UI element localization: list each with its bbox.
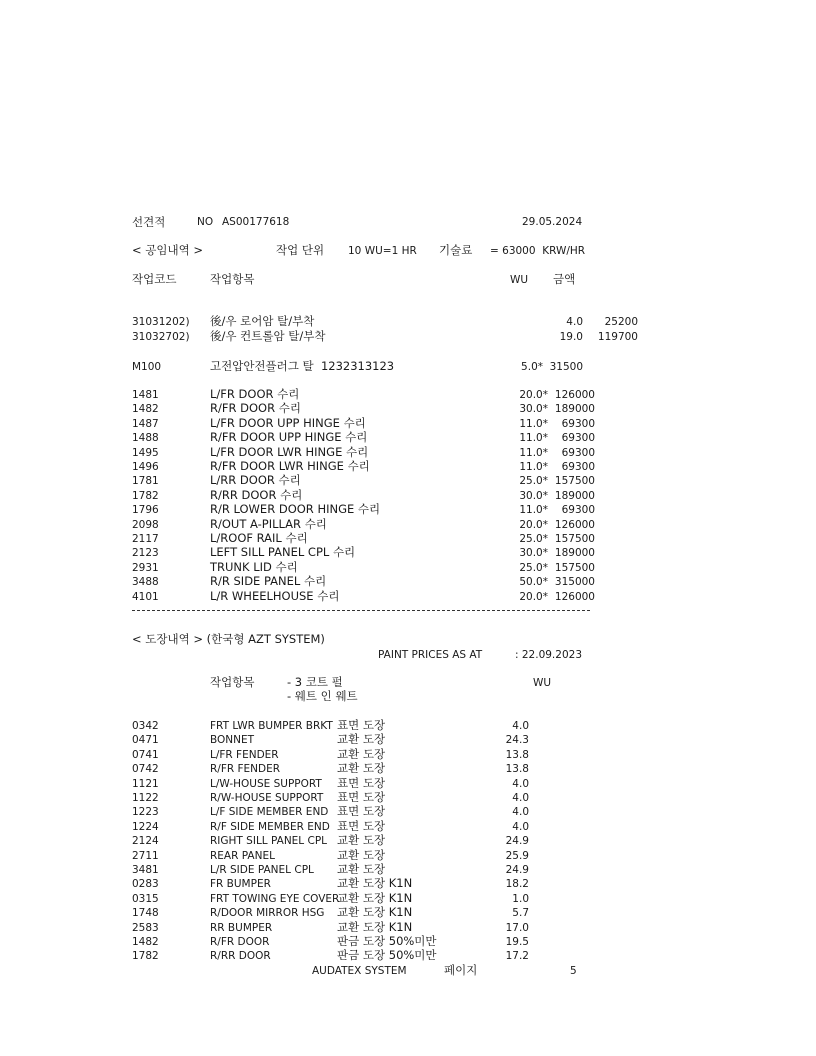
paint-code: 2583: [132, 921, 159, 934]
work-unit-value: 10 WU=1 HR: [348, 245, 417, 257]
estimate-label: 선견적: [132, 215, 166, 229]
labor-wu: 25.0*: [519, 475, 548, 488]
labor-amount: 126000: [554, 518, 595, 531]
paint-prices-date: : 22.09.2023: [515, 649, 582, 661]
labor-desc: R/OUT A-PILLAR 수리: [210, 516, 327, 531]
labor-wu: 20.0*: [519, 590, 548, 603]
paint-part: L/F SIDE MEMBER END: [210, 806, 329, 819]
labor-wu: 11.0*: [519, 417, 548, 430]
paint-work: 교환 도장: [337, 761, 386, 776]
column-header-item: 작업항목: [210, 272, 255, 286]
labor-desc: R/R LOWER DOOR HINGE 수리: [210, 502, 381, 517]
paint-work: 교환 도장 K1N: [337, 890, 413, 905]
paint-code: 0315: [132, 892, 159, 905]
doc-no-label: NO: [197, 216, 214, 228]
paint-work: 교환 도장: [337, 862, 386, 876]
paint-code: 1482: [132, 936, 159, 948]
column-header-code: 작업코드: [132, 272, 177, 286]
labor-desc: L/FR DOOR LWR HINGE 수리: [210, 444, 369, 459]
paint-wu: 17.2: [505, 950, 529, 963]
labor-desc: L/RR DOOR 수리: [210, 473, 301, 488]
paint-work: 교환 도장: [337, 746, 386, 761]
labor-amount: 25200: [604, 316, 638, 328]
paint-section-title: < 도장내역 > (한국형 AZT SYSTEM): [132, 632, 325, 646]
labor-code: 2931: [132, 561, 159, 574]
labor-amount: 157500: [554, 533, 595, 545]
labor-wu: 20.0*: [519, 518, 548, 531]
paint-work: 표면 도장: [337, 818, 386, 833]
doc-number: AS00177618: [222, 216, 290, 228]
paint-code: 1121: [132, 777, 159, 790]
paint-work: 교환 도장 K1N: [337, 905, 413, 920]
doc-date: 29.05.2024: [522, 216, 583, 228]
paint-wu: 4.0: [512, 720, 529, 732]
column-header-wu: WU: [510, 274, 529, 286]
labor-rate-value: = 63000 KRW/HR: [490, 245, 586, 257]
paint-code: 1224: [132, 820, 159, 833]
paint-work: 표면 도장: [337, 790, 386, 804]
paint-part: R/FR DOOR: [210, 936, 270, 948]
paint-work: 교환 도장: [337, 732, 386, 747]
labor-desc: R/R SIDE PANEL 수리: [210, 574, 327, 589]
labor-amount: 69300: [561, 446, 595, 459]
labor-amount: 157500: [554, 475, 595, 488]
labor-desc: R/FR DOOR UPP HINGE 수리: [210, 430, 368, 445]
paint-part: L/R SIDE PANEL CPL: [210, 864, 314, 876]
paint-work: 교환 도장: [337, 847, 386, 862]
paint-code: 1223: [132, 806, 159, 819]
labor-code: 4101: [132, 590, 159, 603]
labor-desc: L/FR DOOR 수리: [210, 387, 300, 401]
labor-wu: 30.0*: [519, 403, 548, 416]
paint-part: RR BUMPER: [210, 921, 273, 934]
labor-code: 1781: [132, 475, 159, 488]
labor-code: 2123: [132, 547, 159, 560]
labor-amount: 189000: [554, 489, 595, 502]
paint-code: 2711: [132, 849, 159, 862]
paint-work: 표면 도장: [337, 718, 386, 732]
labor-desc: 後/우 로어암 탈/부착: [210, 314, 315, 328]
labor-wu: 20.0*: [519, 389, 548, 401]
paint-wu: 24.3: [505, 734, 529, 747]
paint-code: 1122: [132, 792, 159, 804]
paint-work: 교환 도장 K1N: [337, 876, 413, 891]
labor-amount: 69300: [561, 461, 595, 473]
paint-part: R/W-HOUSE SUPPORT: [210, 792, 324, 804]
labor-code: 2098: [132, 518, 159, 531]
paint-wu: 1.0: [512, 892, 529, 905]
paint-code: 1782: [132, 950, 159, 963]
labor-code: 1782: [132, 489, 159, 502]
labor-wu: 5.0*: [521, 361, 543, 373]
paint-work: 표면 도장: [337, 775, 386, 790]
paint-part: R/DOOR MIRROR HSG: [210, 907, 325, 920]
paint-wu: 4.0: [512, 806, 529, 819]
paint-coat-method: - 웨트 인 웨트: [287, 689, 358, 703]
labor-code: 31032702): [132, 331, 190, 343]
paint-code: 1748: [132, 907, 159, 920]
labor-desc: R/RR DOOR 수리: [210, 487, 303, 502]
paint-wu: 13.8: [505, 748, 529, 761]
labor-section-title: < 공임내역 >: [132, 243, 204, 257]
labor-wu: 25.0*: [519, 561, 548, 574]
labor-code: 1796: [132, 504, 159, 517]
footer-page-label: 페이지: [444, 963, 478, 977]
labor-amount: 69300: [561, 417, 595, 430]
column-header-amount: 금액: [553, 272, 576, 286]
paint-code: 0742: [132, 763, 159, 776]
paint-part: FRT TOWING EYE COVER: [210, 892, 340, 905]
labor-desc: L/R WHEELHOUSE 수리: [210, 588, 340, 603]
paint-code: 0283: [132, 878, 159, 891]
paint-wu: 24.9: [505, 835, 529, 848]
paint-column-item: 작업항목: [210, 675, 255, 689]
labor-code: M100: [132, 361, 162, 373]
labor-amount: 126000: [554, 590, 595, 603]
labor-rate-label: 기술료: [439, 243, 473, 257]
paint-work: 표면 도장: [337, 804, 386, 819]
labor-code: 3488: [132, 576, 159, 589]
labor-wu: 11.0*: [519, 461, 548, 473]
labor-wu: 25.0*: [519, 533, 548, 545]
paint-part: BONNET: [210, 734, 255, 747]
labor-desc: LEFT SILL PANEL CPL 수리: [210, 545, 356, 560]
labor-desc: L/ROOF RAIL 수리: [210, 531, 308, 545]
labor-amount: 69300: [561, 432, 595, 445]
labor-code: 1496: [132, 461, 159, 473]
labor-wu: 50.0*: [519, 576, 548, 589]
labor-amount: 31500: [549, 361, 583, 373]
paint-wu: 24.9: [505, 864, 529, 876]
paint-work: 교환 도장 K1N: [337, 919, 413, 934]
paint-code: 0342: [132, 720, 159, 732]
paint-wu: 13.8: [505, 763, 529, 776]
paint-column-wu: WU: [533, 677, 552, 689]
paint-part: RIGHT SILL PANEL CPL: [210, 835, 328, 848]
paint-part: L/FR FENDER: [210, 748, 279, 761]
paint-wu: 4.0: [512, 792, 529, 804]
labor-amount: 69300: [561, 504, 595, 517]
labor-amount: 157500: [554, 561, 595, 574]
labor-code: 1488: [132, 432, 159, 445]
paint-wu: 4.0: [512, 777, 529, 790]
paint-wu: 19.5: [505, 936, 529, 948]
labor-code: 31031202): [132, 316, 190, 328]
paint-code: 2124: [132, 835, 159, 848]
paint-part: REAR PANEL: [210, 849, 275, 862]
paint-work: 교환 도장: [337, 833, 386, 848]
paint-wu: 25.9: [505, 849, 529, 862]
paint-code: 0741: [132, 748, 159, 761]
labor-amount: 126000: [554, 389, 595, 401]
paint-part: R/RR DOOR: [210, 950, 271, 963]
labor-amount: 315000: [554, 576, 595, 589]
labor-code: 1482: [132, 403, 159, 416]
paint-wu: 4.0: [512, 820, 529, 833]
labor-code: 1481: [132, 389, 159, 401]
paint-wu: 17.0: [505, 921, 529, 934]
paint-prices-label: PAINT PRICES AS AT: [378, 649, 483, 661]
labor-desc: R/FR DOOR 수리: [210, 401, 301, 416]
paint-part: R/FR FENDER: [210, 763, 281, 776]
labor-amount: 189000: [554, 403, 595, 416]
paint-wu: 5.7: [512, 907, 529, 920]
labor-wu: 4.0: [566, 316, 583, 328]
labor-desc: TRUNK LID 수리: [210, 559, 298, 574]
labor-desc: L/FR DOOR UPP HINGE 수리: [210, 415, 366, 430]
labor-code: 2117: [132, 533, 159, 545]
paint-part: R/F SIDE MEMBER END: [210, 820, 330, 833]
labor-desc: 後/우 컨트롤암 탈/부착: [210, 329, 326, 343]
footer-page-number: 5: [570, 965, 577, 977]
paint-work: 판금 도장 50%미만: [337, 934, 437, 948]
footer-system: AUDATEX SYSTEM: [312, 965, 407, 977]
paint-part: FR BUMPER: [210, 878, 271, 891]
labor-wu: 30.0*: [519, 489, 548, 502]
paint-code: 3481: [132, 864, 159, 876]
paint-part: L/W-HOUSE SUPPORT: [210, 777, 322, 790]
paint-code: 0471: [132, 734, 159, 747]
labor-code: 1487: [132, 417, 159, 430]
labor-wu: 19.0: [559, 331, 583, 343]
paint-wu: 18.2: [505, 878, 529, 891]
labor-amount: 189000: [554, 547, 595, 560]
labor-wu: 11.0*: [519, 504, 548, 517]
labor-wu: 30.0*: [519, 547, 548, 560]
work-unit-label: 작업 단위: [276, 243, 325, 257]
labor-desc: 고전압안전플러그 탈 1232313123: [210, 359, 395, 373]
paint-work: 판금 도장 50%미만: [337, 948, 437, 963]
labor-amount: 119700: [597, 331, 638, 343]
labor-desc: R/FR DOOR LWR HINGE 수리: [210, 459, 370, 473]
paint-part: FRT LWR BUMPER BRKT: [210, 720, 333, 732]
labor-wu: 11.0*: [519, 446, 548, 459]
labor-wu: 11.0*: [519, 432, 548, 445]
paint-coat-type: - 3 코트 펄: [287, 675, 343, 689]
labor-code: 1495: [132, 446, 159, 459]
section-divider: [132, 610, 590, 611]
